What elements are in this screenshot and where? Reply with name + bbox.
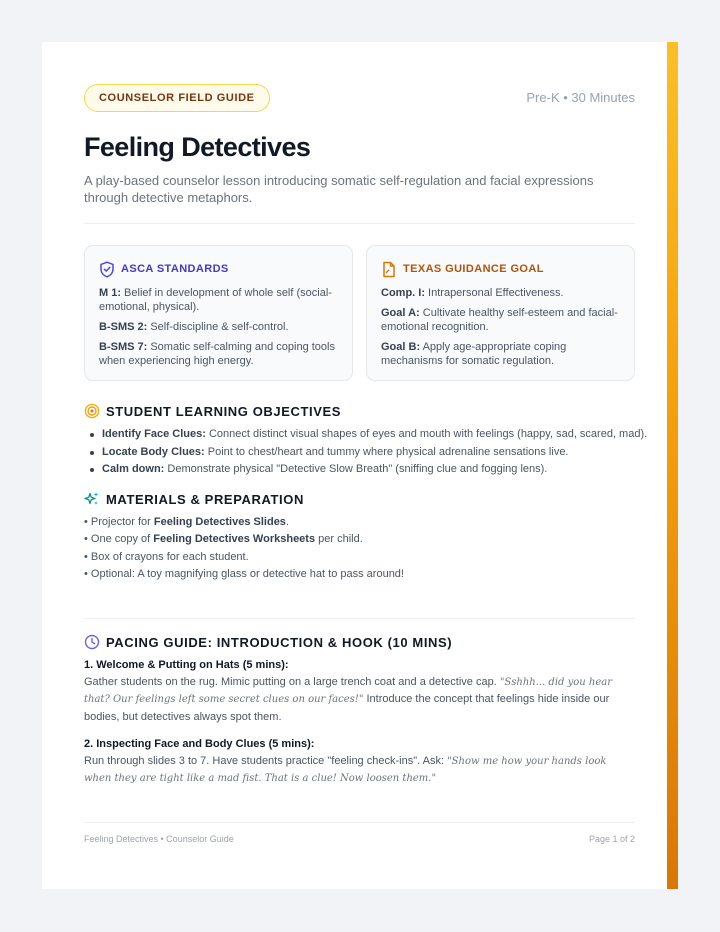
list-item: Calm down: Demonstrate physical "Detective Slow Breath" (sniffing clue and fogging lens). [84,461,635,479]
materials-heading [84,490,304,508]
pacing-heading [84,633,452,651]
asca-item: B-SMS 2: Self-discipline & self-control. [99,321,289,333]
list-item: • One copy of Feeling Detectives Worksheets per child. [84,533,363,546]
materials-title: MATERIALS & PREPARATION [106,491,304,507]
objectives-list [84,426,648,479]
list-item: • Projector for Feeling Detectives Slides. [84,516,289,528]
lesson-meta: Pre-K • 30 Minutes [526,90,635,105]
shield-check-icon [99,261,115,278]
page-title: Feeling Detectives [84,132,311,162]
document-icon [381,261,397,278]
list-item: Locate Body Clues: Point to chest/heart and tummy where physical adrenaline sensations live. [84,444,635,462]
pacing-step [84,657,635,726]
asca-item: M 1: Belief in development of whole self (social-emotional, physical). [99,287,332,313]
page-number: Page 1 of 2 [588,834,635,844]
divider [84,618,635,619]
texas-item: Goal A: Cultivate healthy self-esteem and facial-emotional recognition. [381,307,618,333]
accent-bar [667,42,678,889]
pacing-step-body: Gather students on the rug. Mimic putting on a large trench coat and a detective cap. "Sshhh... did you hear that? Our feelings left some secret clues on our faces!" Introduce the concept that feelings hide inside our bodies, but detectives always spot them. [84,676,612,723]
clock-icon [84,634,100,650]
texas-item: Comp. I: Intrapersonal Effectiveness. [381,287,564,299]
guide-page [42,42,678,889]
guide-tag-badge: COUNSELOR FIELD GUIDE [84,84,270,112]
asca-standards-title: ASCA STANDARDS [121,263,229,275]
materials-list [84,514,635,583]
texas-guidance-card [366,245,635,381]
texas-guidance-title: TEXAS GUIDANCE GOAL [403,263,544,275]
footer-label: Feeling Detectives • Counselor Guide [84,834,234,844]
asca-standards-card [84,245,353,381]
list-item: • Optional: A toy magnifying glass or detective hat to pass around! [84,567,404,580]
pacing-title: PACING GUIDE: INTRODUCTION & HOOK (10 MINS) [106,634,453,650]
list-item: Identify Face Clues: Connect distinct visual shapes of eyes and mouth with feelings (happy, sad, scared, mad). [84,426,635,444]
texas-item: Goal B: Apply age-appropriate coping mechanisms for somatic regulation. [381,341,567,367]
sparkles-icon [84,491,100,507]
pacing-step [84,736,635,788]
divider [84,822,635,823]
pacing-step-heading: 1. Welcome & Putting on Hats (5 mins): [84,659,289,671]
objectives-title: STUDENT LEARNING OBJECTIVES [106,403,342,419]
target-icon [84,403,100,419]
asca-item: B-SMS 7: Somatic self-calming and coping tools when experiencing high energy. [99,341,335,367]
list-item: • Box of crayons for each student. [84,550,249,563]
objectives-heading [84,402,341,420]
pacing-step-body: Run through slides 3 to 7. Have students practice "feeling check-ins". Ask: "Show me how your hands look when they are tight like a mad fist. That is a clue! Now loosen them." [84,755,607,785]
header-row [84,84,635,112]
divider [84,223,635,224]
page-subtitle: A play-based counselor lesson introducing somatic self-regulation and facial expressions through detective metaphors. [84,173,594,205]
pacing-step-heading: 2. Inspecting Face and Body Clues (5 mins): [84,738,315,750]
